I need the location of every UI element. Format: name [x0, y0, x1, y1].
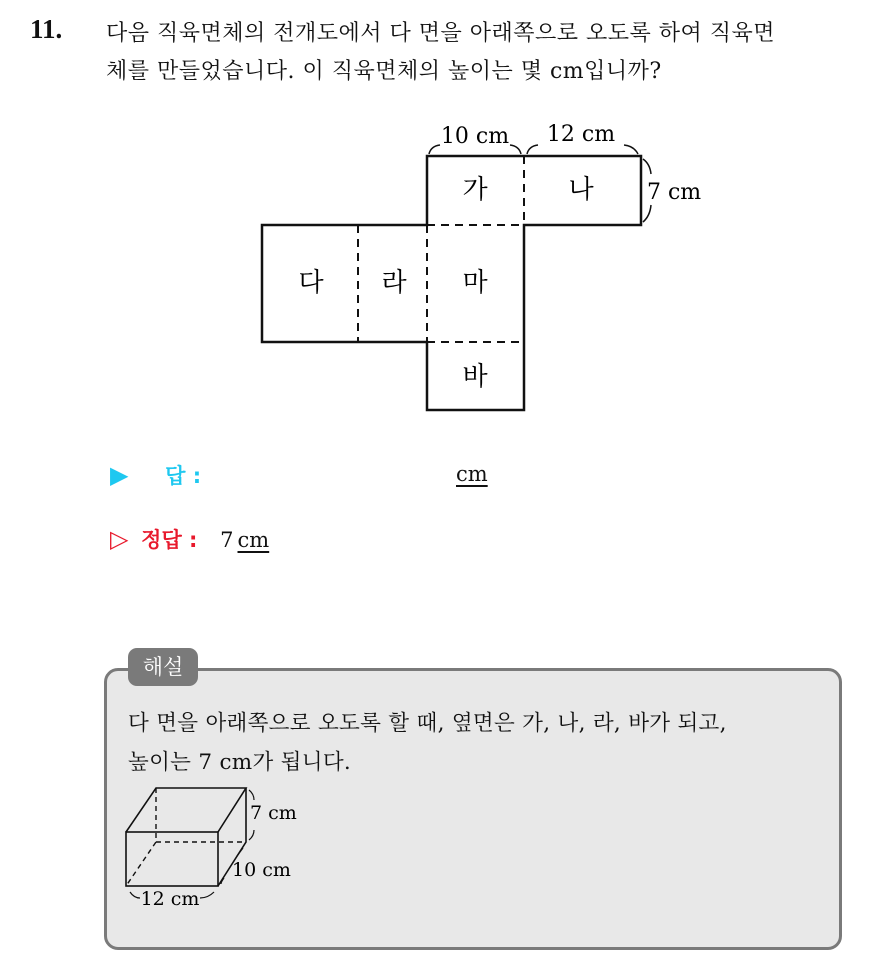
correct-label: 정답 :: [141, 528, 198, 552]
answer-label: 답 :: [165, 464, 202, 488]
cuboid-front-face: [126, 832, 218, 886]
explanation-tag: 해설: [128, 648, 198, 686]
face-da: 다: [298, 268, 324, 298]
cuboid-depth-label: 10 cm: [232, 859, 291, 881]
cuboid-top-face: [126, 788, 246, 832]
cuboid-width-label: 12 cm: [140, 888, 200, 910]
question-number: 11.: [30, 14, 63, 44]
answer-marker-icon: ▶: [110, 461, 129, 489]
cuboid-height-label: 7 cm: [250, 802, 297, 824]
question-text-line2: 체를 만들었습니다. 이 직육면체의 높이는 몇 cm입니까?: [106, 59, 662, 84]
dim-label-7cm: 7 cm: [647, 180, 702, 205]
face-ra: 라: [381, 268, 407, 298]
face-ma: 마: [462, 268, 488, 298]
explanation-line2: 높이는 7 cm가 됩니다.: [128, 750, 352, 775]
question-text-line1: 다음 직육면체의 전개도에서 다 면을 아래쪽으로 오도록 하여 직육면: [106, 21, 776, 46]
answer-blank-unit[interactable]: cm: [456, 462, 488, 486]
correct-marker-icon: ▷: [110, 525, 129, 553]
correct-value: 7: [220, 528, 234, 552]
cuboid-dimension-braces: [130, 790, 254, 898]
dim-label-10cm: 10 cm: [440, 124, 510, 149]
explanation-line1: 다 면을 아래쪽으로 오도록 할 때, 옆면은 가, 나, 라, 바가 되고,: [128, 711, 727, 736]
correct-unit: cm: [237, 528, 270, 552]
dim-label-12cm: 12 cm: [546, 122, 616, 147]
face-ba: 바: [462, 362, 488, 392]
face-na: 나: [568, 175, 594, 205]
face-ga: 가: [462, 175, 488, 205]
